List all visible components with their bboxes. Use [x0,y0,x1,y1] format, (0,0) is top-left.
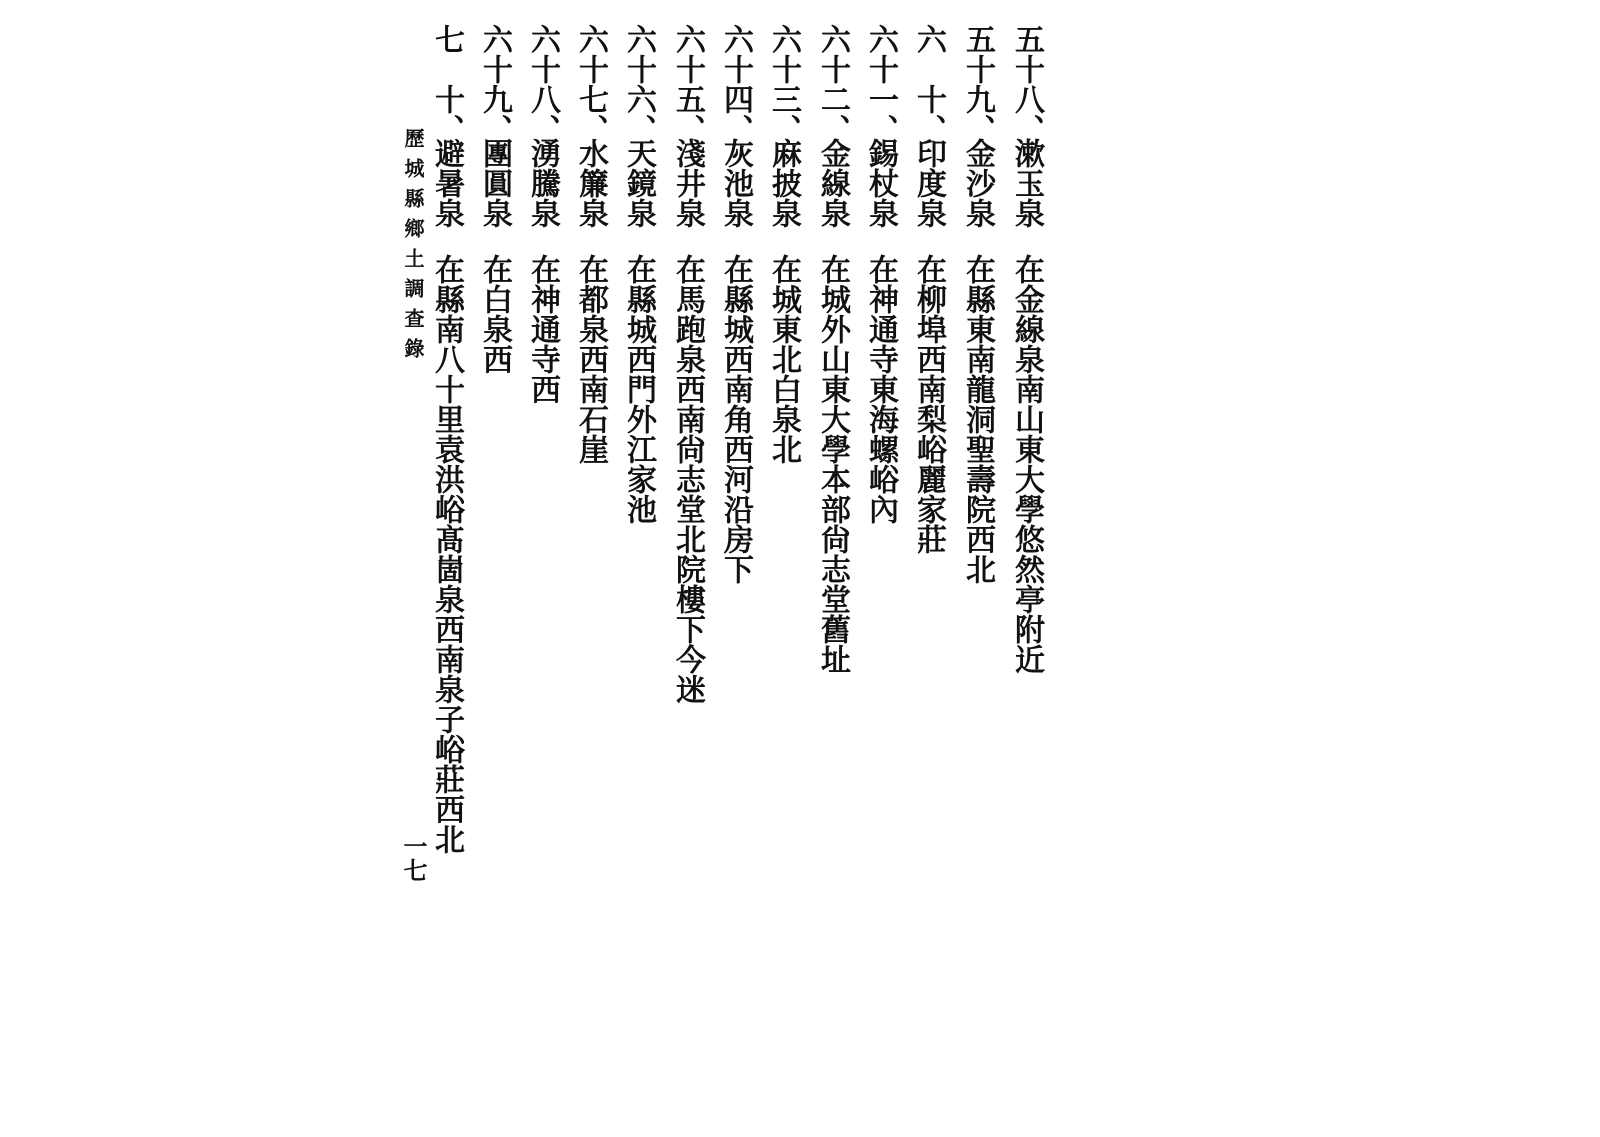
entry-number: 六十九、 [477,24,512,144]
entry-number: 六十四、 [718,24,753,144]
spring-name: 金沙泉 [960,138,995,228]
spring-name: 湧騰泉 [525,138,560,228]
spring-name: 金線泉 [815,138,850,228]
spring-location: 在神通寺東海螺峪內 [863,254,898,524]
entry-65 [667,24,707,824]
entry-number: 六十二、 [815,24,850,144]
entry-66 [618,24,658,824]
spring-location: 在白泉西 [477,254,512,374]
entry-number: 七 十、 [429,24,464,144]
spring-location: 在金線泉南山東大學悠然亭附近 [1009,254,1044,674]
entry-58 [1006,24,1046,824]
spring-location: 在柳埠西南梨峪麗家莊 [911,254,946,554]
entry-68 [522,24,562,824]
entry-60 [908,24,948,824]
spring-name: 麻披泉 [766,138,801,228]
entry-number: 六十五、 [670,24,705,144]
entry-59 [957,24,997,824]
spring-location: 在城外山東大學本部尙志堂舊址 [815,254,850,674]
entry-number: 六十三、 [766,24,801,144]
entry-62 [812,24,852,824]
spring-name: 灰池泉 [718,138,753,228]
entry-70 [426,24,466,854]
spring-name: 天鏡泉 [621,138,656,228]
entry-number: 六十八、 [525,24,560,144]
entry-number: 六十一、 [863,24,898,144]
spring-location: 在縣城西門外江家池 [621,254,656,524]
spring-location: 在城東北白泉北 [766,254,801,464]
spring-name: 團圓泉 [477,138,512,228]
spring-location: 在神通寺西 [525,254,560,404]
spring-location: 在馬跑泉西南尙志堂北院樓下今迷 [670,254,705,704]
entry-67 [570,24,610,824]
spring-location: 在縣南八十里袁洪峪髙崮泉西南泉子峪莊西北 [429,254,464,854]
entry-64 [715,24,755,824]
spring-name: 淺井泉 [670,138,705,228]
spring-name: 水簾泉 [573,138,608,228]
entry-number: 五十八、 [1009,24,1044,144]
spring-name: 漱玉泉 [1009,138,1044,228]
entry-63 [763,24,803,824]
entry-number: 六 十、 [911,24,946,144]
entry-61 [860,24,900,824]
spring-name: 避暑泉 [429,138,464,228]
spring-name: 錫杖泉 [863,138,898,228]
page-number: 一七 [399,834,428,882]
spring-location: 在縣東南龍洞聖壽院西北 [960,254,995,584]
spring-location: 在縣城西南角西河沿房下 [718,254,753,584]
spring-location: 在都泉西南石崖 [573,254,608,464]
entry-number: 五十九、 [960,24,995,144]
running-title: 歷城縣鄉土調查錄 [401,128,425,368]
entry-number: 六十六、 [621,24,656,144]
spring-name: 印度泉 [911,138,946,228]
entry-69 [474,24,514,824]
entry-number: 六十七、 [573,24,608,144]
